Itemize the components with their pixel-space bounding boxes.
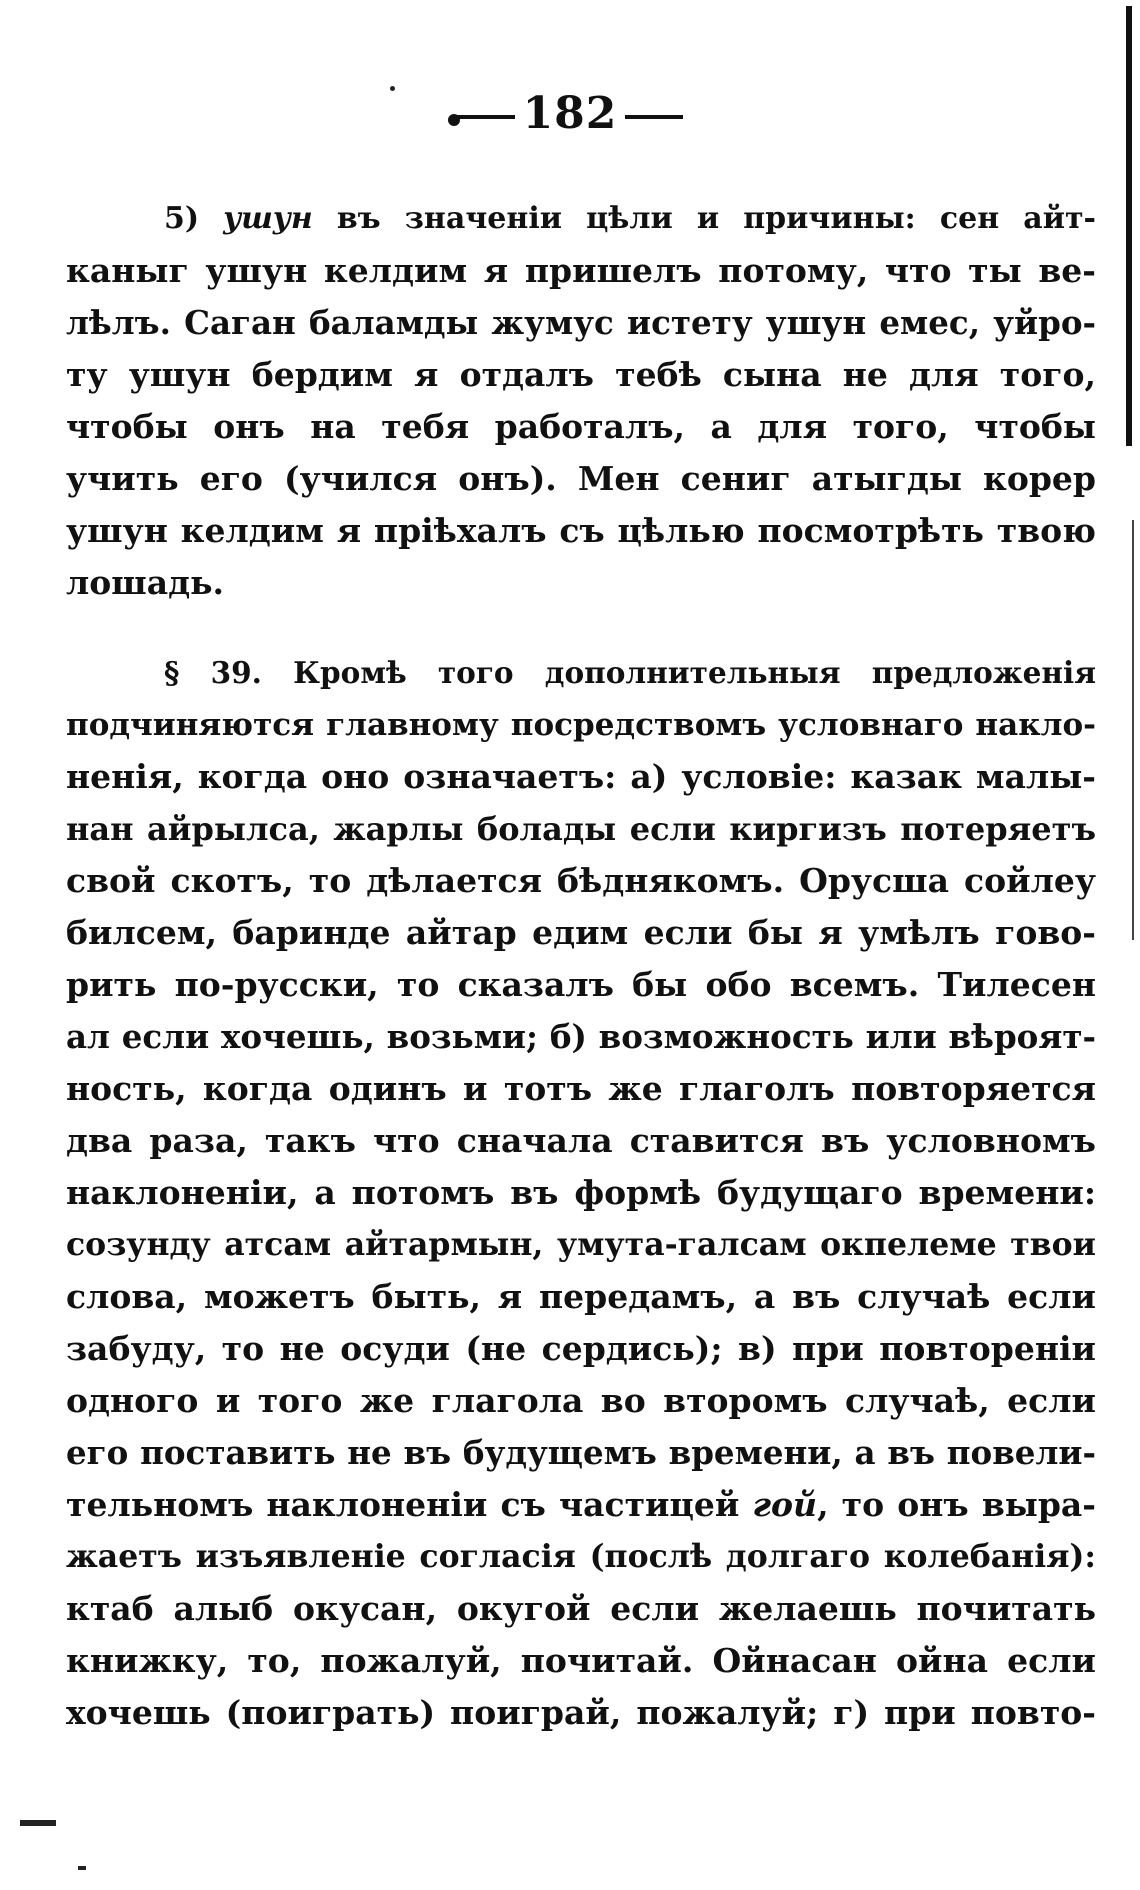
text-line: чтобы онъ на тебя работалъ, а для того, чтобы (66, 407, 1096, 446)
text-line: ту ушун бердим я отдалъ тебѣ сына не для того, (66, 355, 1096, 394)
paragraph-1 (66, 193, 1096, 609)
page-header (0, 88, 1140, 139)
header-dot (448, 114, 460, 126)
header-dash-left (457, 115, 515, 119)
section-number: § 39. (164, 655, 262, 690)
header-dash-right (625, 115, 683, 119)
text-line: каныг ушун келдим я пришелъ потому, что ты ве- (66, 251, 1096, 290)
text-line: забуду, то не осуди (не сердись); в) при повтореніи (66, 1329, 1096, 1368)
text-line: ктаб алыб окусан, окугой если желаешь почитать (66, 1589, 1096, 1628)
text-line: книжку, то, пожалуй, почитай. Ойнасан ойна если (66, 1641, 1096, 1680)
text-line: наклоненіи, а потомъ въ формѣ будущаго времени: (66, 1173, 1096, 1212)
scan-edge-shadow (1126, 6, 1132, 446)
text-line: лошадь. (66, 563, 225, 602)
italic-word: ушун (223, 201, 313, 236)
scan-speck (20, 1820, 56, 1826)
text-line: жаетъ изъявленіе согласія (послѣ долгаго колебанія): (66, 1538, 1096, 1575)
text-line: 5) ушун въ значеніи цѣли и причины: сен айт- (164, 201, 1096, 236)
text-line: рить по-русски, то сказалъ бы обо всемъ. Тилесен (66, 965, 1096, 1004)
text-line: лѣлъ. Саган баламды жумус истету ушун емес, уйро- (66, 303, 1096, 342)
text-line: слова, можетъ быть, я передамъ, а въ случаѣ если (66, 1277, 1096, 1316)
text-line: свой скотъ, то дѣлается бѣднякомъ. Орусша сойлеу (66, 861, 1096, 900)
text-line: ность, когда одинъ и тотъ же глаголъ повторяется (66, 1069, 1096, 1108)
text-line: тельномъ наклоненіи съ частицей гой, то онъ выра- (66, 1485, 1096, 1524)
text-line: учить его (учился онъ). Мен сениг атыгды корер (66, 459, 1096, 498)
text-line: созунду атсам айтармын, умута-галсам окпелеме твои (66, 1226, 1096, 1263)
text-line: подчиняются главному посредствомъ условнаго накло- (66, 707, 1096, 743)
text-line: два раза, такъ что сначала ставится въ условномъ (66, 1121, 1096, 1160)
text-line: ал если хочешь, возьми; б) возможность или вѣроят- (66, 1017, 1096, 1056)
text-line: его поставить не въ будущемъ времени, а въ повели- (66, 1433, 1096, 1472)
text-line: ушун келдим я пріѣхалъ съ цѣлью посмотрѣть твою (66, 511, 1096, 550)
text-line: хочешь (поиграть) поиграй, пожалуй; г) при повто- (66, 1693, 1096, 1732)
italic-word: гой (752, 1485, 818, 1524)
paragraph-2 (66, 647, 1096, 1739)
text-line: § 39. Кромѣ того дополнительныя предложенія (164, 655, 1096, 690)
text-line: билсем, баринде айтар едим если бы я умѣлъ гово- (66, 913, 1096, 952)
text-line: ненія, когда оно означаетъ: а) условіе: казак малы- (66, 757, 1096, 796)
text-line: одного и того же глагола во второмъ случаѣ, если (66, 1381, 1096, 1420)
page-number: 182 (522, 88, 618, 139)
text-line: нан айрылса, жарлы болады если киргизъ потеряетъ (66, 810, 1096, 848)
scan-edge-line (1132, 520, 1134, 940)
scan-speck (78, 1866, 86, 1870)
